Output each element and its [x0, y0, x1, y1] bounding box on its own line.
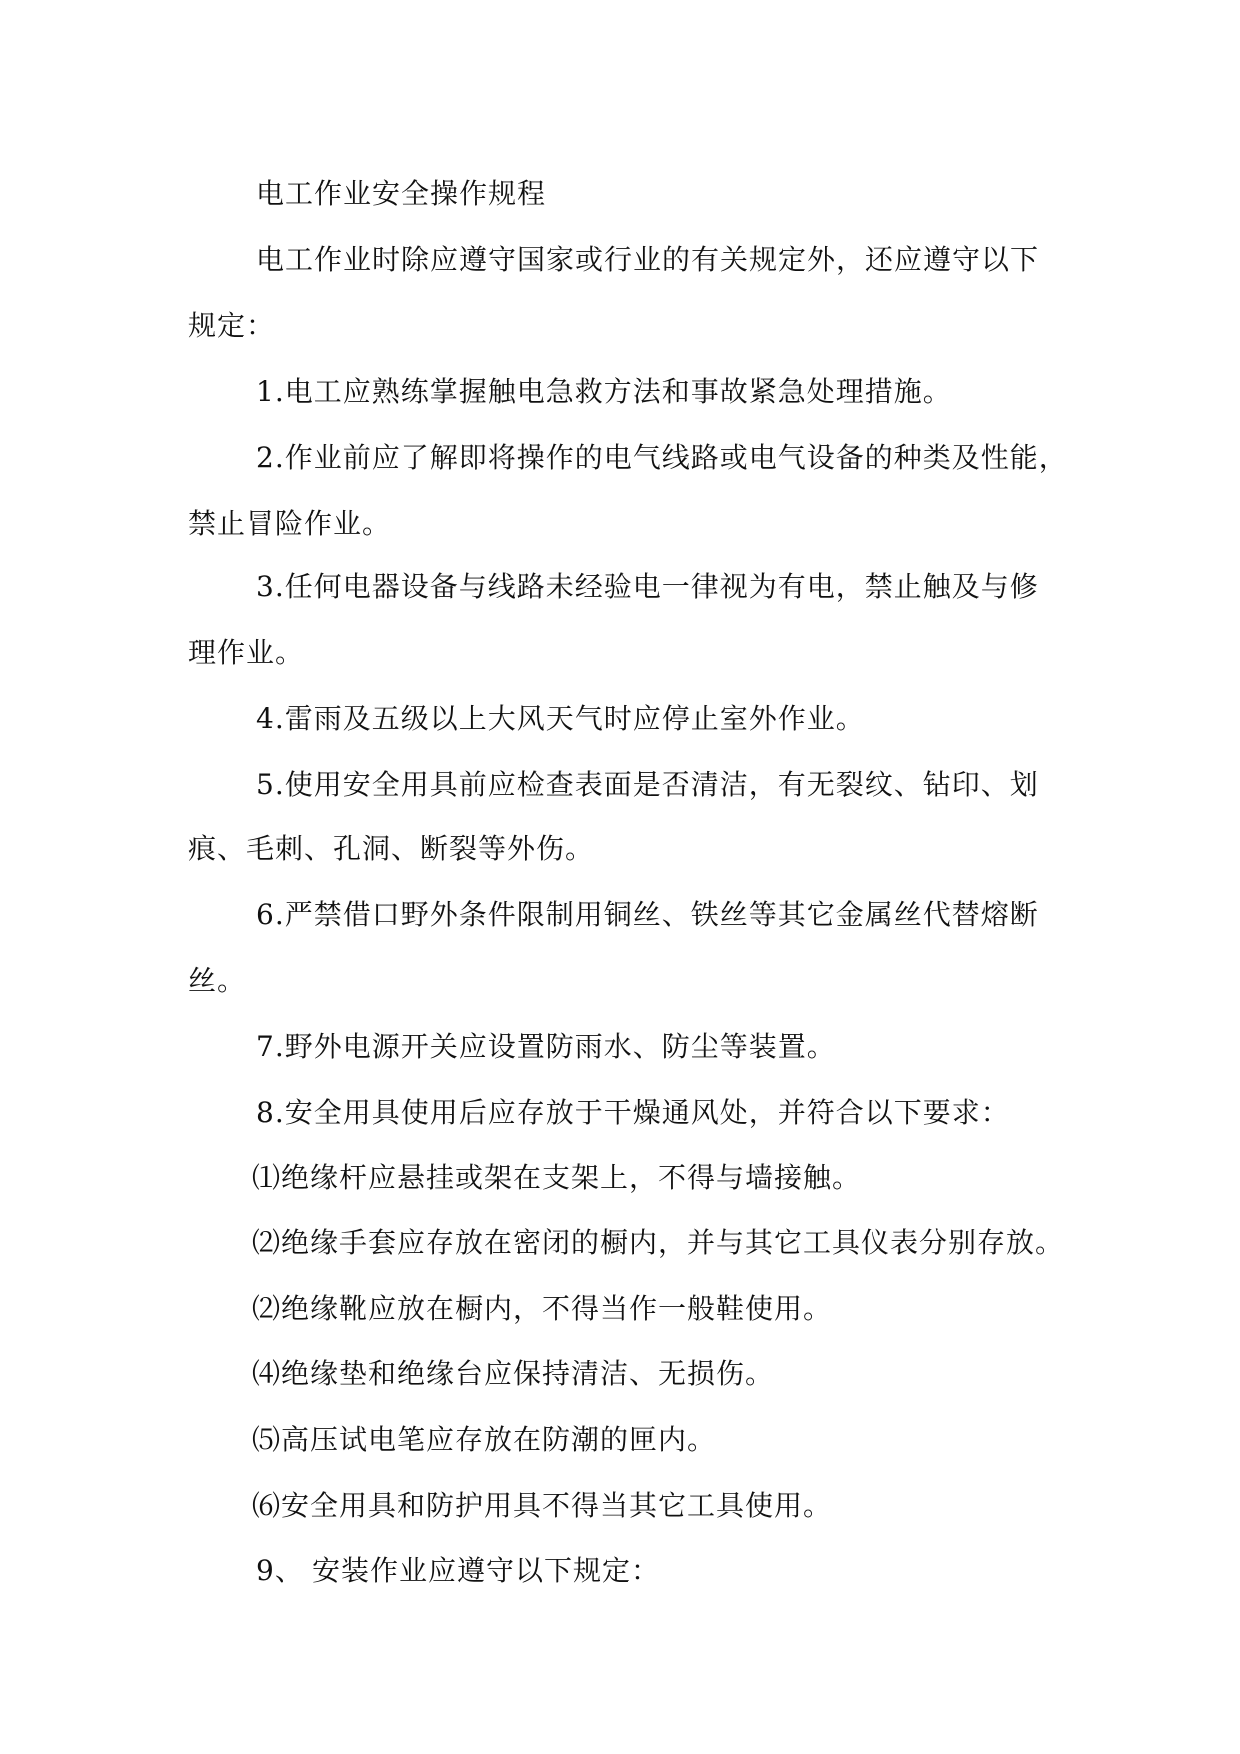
sub-rule-item-4: ⑷绝缘垫和绝缘台应保持清洁、无损伤。 — [252, 1357, 775, 1390]
rule-item-5-line-1: 5.使用安全用具前应检查表面是否清洁，有无裂纹、钻印、划 — [256, 768, 1039, 801]
rule-item-6-line-2: 丝。 — [188, 964, 247, 997]
rule-item-9-text: 安装作业应遵守以下规定： — [312, 1554, 661, 1587]
rule-item-8: 8.安全用具使用后应存放于干燥通风处，并符合以下要求： — [256, 1096, 1010, 1129]
intro-paragraph-line-2: 规定： — [188, 309, 276, 342]
rule-item-1: 1.电工应熟练掌握触电急救方法和事故紧急处理措施。 — [256, 375, 952, 408]
intro-paragraph-line-1: 电工作业时除应遵守国家或行业的有关规定外，还应遵守以下 — [256, 243, 1040, 276]
rule-item-2-line-2: 禁止冒险作业。 — [188, 507, 392, 540]
document-title: 电工作业安全操作规程 — [256, 177, 547, 210]
rule-item-4: 4.雷雨及五级以上大风天气时应停止室外作业。 — [256, 702, 865, 735]
sub-rule-item-5: ⑸高压试电笔应存放在防潮的匣内。 — [252, 1423, 717, 1456]
rule-item-7: 7.野外电源开关应设置防雨水、防尘等装置。 — [256, 1030, 836, 1063]
sub-rule-item-6: ⑹安全用具和防护用具不得当其它工具使用。 — [252, 1489, 833, 1522]
rule-item-5-line-2: 痕、毛刺、孔洞、断裂等外伤。 — [188, 832, 595, 865]
rule-item-6-line-1: 6.严禁借口野外条件限制用铜丝、铁丝等其它金属丝代替熔断 — [256, 898, 1039, 931]
sub-rule-item-3: ⑵绝缘靴应放在橱内，不得当作一般鞋使用。 — [252, 1292, 833, 1325]
rule-item-2-line-1: 2.作业前应了解即将操作的电气线路或电气设备的种类及性能， — [256, 441, 1068, 474]
sub-rule-item-1: ⑴绝缘杆应悬挂或架在支架上，不得与墙接触。 — [252, 1161, 862, 1194]
rule-item-3-line-1: 3.任何电器设备与线路未经验电一律视为有电，禁止触及与修 — [256, 570, 1039, 603]
sub-rule-item-2: ⑵绝缘手套应存放在密闭的橱内，并与其它工具仪表分别存放。 — [252, 1226, 1065, 1259]
rule-item-3-line-2: 理作业。 — [188, 636, 305, 669]
rule-item-9-number: 9、 — [256, 1554, 304, 1587]
rule-item-9 — [256, 1554, 660, 1588]
